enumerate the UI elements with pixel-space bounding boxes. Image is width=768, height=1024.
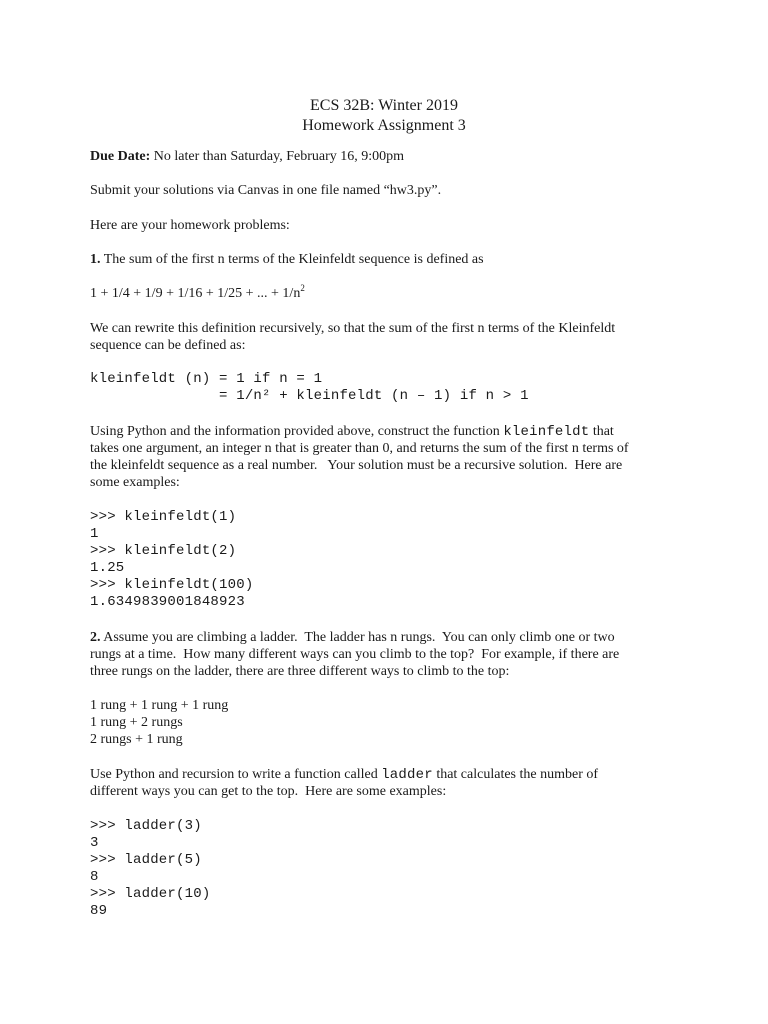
- assignment-title: Homework Assignment 3: [302, 117, 466, 134]
- example-line: >>> ladder(5): [90, 852, 202, 868]
- example-line: >>> kleinfeldt(100): [90, 577, 254, 593]
- kleinfeldt-series: [90, 285, 305, 302]
- problem2-line-2: rungs at a time. How many different ways can you climb to the top? For example, if there are: [90, 647, 620, 662]
- problem2-line-1: [90, 629, 615, 646]
- rewrite-line-1: We can rewrite this definition recursively, so that the sum of the first n terms of the Kleinfeldt: [90, 321, 616, 336]
- example-line: 89: [90, 903, 108, 919]
- example-line: >>> ladder(10): [90, 886, 211, 902]
- description-line-3: the kleinfeldt sequence as a real number. Your solution must be a recursive solution. Here are: [90, 458, 623, 473]
- ladder-instructions-line-2: different ways you can get to the top. Here are some examples:: [90, 784, 447, 799]
- description-line-1: [90, 423, 614, 441]
- due-date-line: [90, 148, 404, 165]
- ladder-way: 1 rung + 1 rung + 1 rung: [90, 698, 229, 713]
- example-line: >>> kleinfeldt(2): [90, 543, 237, 559]
- submit-instructions: Submit your solutions via Canvas in one file named “hw3.py”.: [90, 183, 442, 198]
- definition-line-2: = 1/n² + kleinfeldt (n – 1) if n > 1: [90, 388, 529, 404]
- example-line: 8: [90, 869, 99, 885]
- example-line: >>> ladder(3): [90, 818, 202, 834]
- example-line: >>> kleinfeldt(1): [90, 509, 237, 525]
- due-date-label: Due Date:: [90, 149, 151, 164]
- instruction-text: that calculates the number of: [432, 767, 599, 782]
- rewrite-line-2: sequence can be defined as:: [90, 338, 246, 353]
- ladder-way: 2 rungs + 1 rung: [90, 732, 183, 747]
- document-header: [0, 96, 768, 136]
- ladder-function-code: ladder: [381, 767, 433, 783]
- example-line: 1: [90, 526, 99, 542]
- instruction-text: Use Python and recursion to write a function called: [90, 767, 382, 782]
- description-text: that: [589, 424, 614, 439]
- ladder-instructions-line-1: [90, 766, 598, 784]
- problem2-number: 2.: [90, 630, 101, 645]
- description-text: Using Python and the information provided above, construct the function: [90, 424, 504, 439]
- due-date-text: No later than Saturday, February 16, 9:00pm: [150, 149, 405, 164]
- description-line-4: some examples:: [90, 475, 180, 490]
- example-line: 1.25: [90, 560, 125, 576]
- definition-line-1: kleinfeldt (n) = 1 if n = 1: [90, 371, 323, 387]
- problem2-text: Assume you are climbing a ladder. The ladder has n rungs. You can only climb one or two: [100, 630, 615, 645]
- series-exponent: 2: [300, 283, 305, 293]
- example-line: 1.6349839001848923: [90, 594, 245, 610]
- course-title: ECS 32B: Winter 2019: [310, 97, 458, 114]
- description-line-2: takes one argument, an integer n that is greater than 0, and returns the sum of the first n terms of: [90, 441, 629, 456]
- function-name-code: kleinfeldt: [503, 424, 590, 440]
- problem1-number: 1.: [90, 252, 101, 267]
- ladder-way: 1 rung + 2 rungs: [90, 715, 183, 730]
- problem1-intro: [90, 251, 484, 268]
- example-line: 3: [90, 835, 99, 851]
- problem1-line1: The sum of the first n terms of the Kleinfeldt sequence is defined as: [100, 252, 484, 267]
- intro-text: Here are your homework problems:: [90, 218, 290, 233]
- problem2-line-3: three rungs on the ladder, there are three different ways to climb to the top:: [90, 664, 510, 679]
- series-text: 1 + 1/4 + 1/9 + 1/16 + 1/25 + ... + 1/n: [90, 286, 301, 301]
